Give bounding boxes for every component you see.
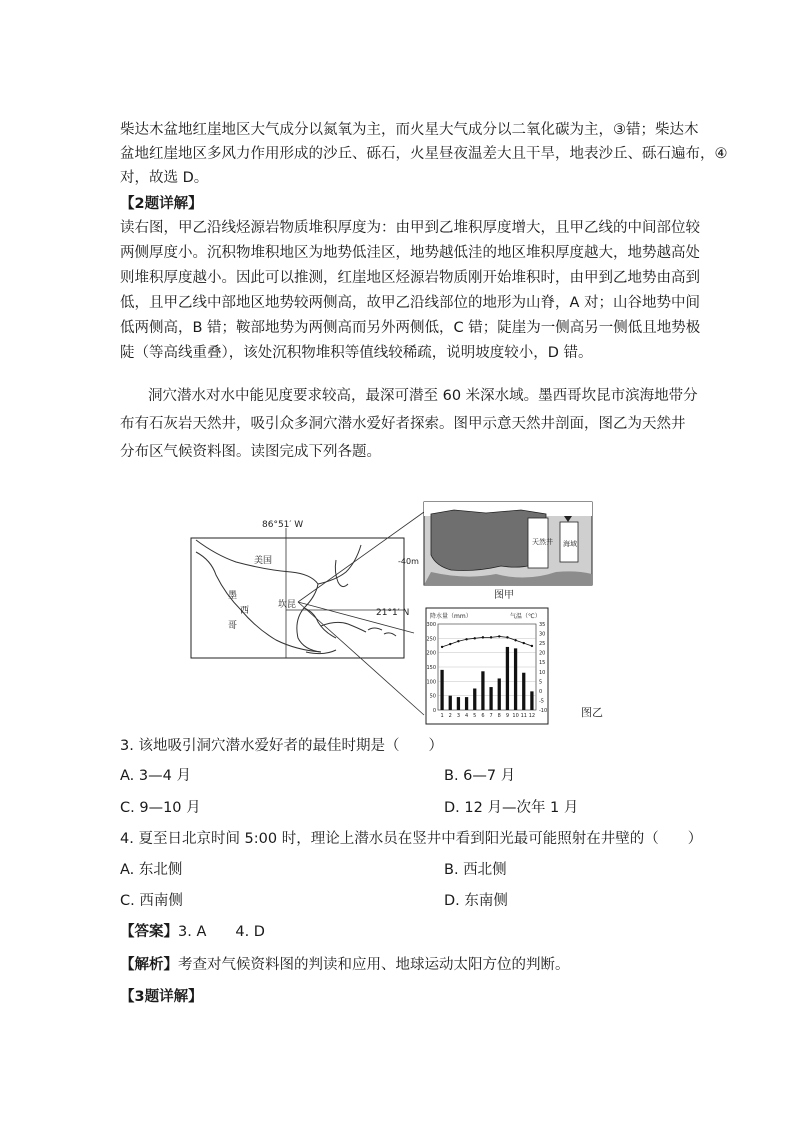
month-tick-label: 4: [464, 713, 469, 719]
answer-text: 3. A 4. D: [178, 924, 265, 940]
well-label: 天然井: [532, 538, 553, 546]
answer-label: 【答案】: [120, 924, 178, 940]
precip-tick-label: 0: [432, 708, 436, 714]
precip-bar: [522, 673, 525, 710]
precip-bar: [465, 697, 468, 710]
paragraph-1-line-3: 对，故选 D。: [120, 170, 209, 186]
temperature-point: [457, 640, 459, 642]
temperature-point: [506, 636, 508, 638]
question-4-option-b: B. 西北侧: [444, 862, 507, 878]
heading-q2-detail: 【2题详解】: [120, 196, 203, 212]
map-label-usa: 美国: [254, 556, 273, 566]
intro-line-2: 布有石灰岩天然井，吸引众多洞穴潜水爱好者探索。图甲示意天然井剖面，图乙为天然井: [120, 416, 686, 432]
map-label-mexico-3: 哥: [228, 621, 238, 631]
intro-line-1: 洞穴潜水对水中能见度要求较高，最深可潜至 60 米深水域。墨西哥坎昆市滨海地带分: [148, 388, 698, 404]
paragraph-2-line-1: 读右图，甲乙沿线烃源岩物质堆积厚度为：由甲到乙堆积厚度增大，且甲乙线的中间部位较: [120, 220, 700, 236]
month-tick-label: 7: [489, 713, 493, 719]
question-3-option-b: B. 6—7 月: [444, 768, 516, 784]
month-tick-label: 8: [497, 713, 501, 719]
precip-bar: [473, 689, 476, 711]
sea-label: 海域: [563, 540, 577, 548]
precip-tick-label: 250: [426, 636, 436, 643]
temp-axis-title: 气温（℃）: [510, 613, 541, 620]
map-panel: [191, 520, 409, 658]
map-label-mexico-1: 墨: [228, 591, 238, 601]
paragraph-1-line-2: 盆地红崖地区多风力作用形成的沙丘、砾石，火星昼夜温差大且干旱，地表沙丘、砾石遍布，④: [120, 146, 728, 162]
intro-line-3: 分布区气候资料图。读图完成下列各题。: [120, 444, 381, 460]
month-tick-label: 2: [448, 713, 452, 719]
question-4-option-c: C. 西南侧: [120, 893, 183, 909]
month-tick-label: 5: [473, 713, 477, 719]
analysis-text: 考查对气候资料图的判读和应用、地球运动太阳方位的判断。: [178, 957, 570, 973]
precip-bar: [457, 697, 460, 710]
precip-tick-label: 150: [426, 665, 436, 671]
temperature-point: [523, 642, 525, 644]
paragraph-2-line-3: 则堆积厚度越小。因此可以推测，红崖地区烃源岩物质刚开始堆积时，由甲到乙地势由高到: [120, 270, 700, 286]
temperature-point: [498, 635, 500, 637]
temperature-point: [490, 636, 492, 638]
figure-jia-cross-section: [398, 502, 592, 601]
precip-bar: [514, 648, 517, 710]
paragraph-2-line-4: 低，且甲乙线中部地区地势较两侧高，故甲乙沿线部位的地形为山脊，A 对；山谷地势中间: [120, 295, 701, 311]
latitude-label: 21°1′ N: [376, 608, 410, 618]
temperature-point: [465, 638, 467, 640]
temp-tick-label: 25: [539, 641, 546, 648]
month-tick-label: 11: [520, 713, 527, 719]
precip-tick-label: 100: [426, 679, 436, 686]
temp-tick-label: 5: [539, 679, 543, 686]
temp-tick-label: -5: [539, 698, 544, 705]
month-tick-label: 10: [512, 713, 519, 719]
precip-tick-label: 300: [426, 622, 436, 628]
temperature-point: [482, 636, 484, 638]
question-4-option-a: A. 东北侧: [120, 862, 183, 878]
temp-tick-label: -10: [539, 708, 548, 714]
temp-tick-label: 10: [539, 669, 546, 676]
temperature-point: [531, 645, 533, 647]
precip-bar: [530, 691, 533, 710]
precip-bar: [489, 687, 492, 710]
figure-jia-caption: 图甲: [494, 590, 514, 601]
question-3-option-c: C. 9—10 月: [120, 800, 201, 816]
paragraph-1-line-1: 柴达木盆地红崖地区大气成分以氮氧为主，而火星大气成分以二氧化碳为主，③错；柴达木: [120, 122, 699, 138]
month-tick-label: 9: [505, 713, 510, 719]
question-4-stem: 4. 夏至日北京时间 5:00 时，理论上潜水员在竖井中看到阳光最可能照射在井壁的（ ）: [120, 831, 703, 847]
longitude-label: 86°51′ W: [262, 520, 304, 530]
map-label-mexico-2: 西: [240, 606, 250, 616]
temperature-point: [474, 637, 476, 639]
figure-yi-climate-chart: [426, 608, 548, 724]
precip-tick-label: 200: [426, 650, 436, 657]
month-tick-label: 12: [528, 713, 536, 719]
month-tick-label: 3: [456, 713, 461, 719]
answer-line: [120, 922, 265, 942]
heading-q3-detail: 【3题详解】: [120, 989, 203, 1005]
precip-tick-label: 50: [429, 693, 436, 700]
temp-tick-label: 15: [539, 660, 546, 667]
depth-label: -40m: [398, 557, 419, 566]
month-tick-label: 6: [481, 713, 485, 719]
precip-bar: [498, 678, 501, 710]
month-tick-label: 1: [440, 713, 444, 719]
paragraph-2-line-5: 低两侧高，B 错；鞍部地势为两侧高而另外两侧低，C 错；陡崖为一侧高另一侧低且地势极: [120, 320, 701, 336]
precip-axis-title: 降水量（mm）: [430, 613, 472, 620]
precip-bar: [506, 647, 509, 710]
question-4-option-d: D. 东南侧: [444, 893, 508, 909]
temperature-point: [449, 643, 451, 645]
analysis-line: [120, 955, 570, 975]
precip-bar: [481, 671, 484, 710]
question-3-option-d: D. 12 月—次年 1 月: [444, 800, 579, 816]
temp-tick-label: 30: [539, 631, 546, 638]
precip-bar: [449, 696, 452, 710]
temperature-point: [514, 639, 516, 641]
temp-tick-label: 35: [539, 622, 546, 628]
question-3-stem: 3. 该地吸引洞穴潜水爱好者的最佳时期是（ ）: [120, 738, 443, 754]
analysis-label: 【解析】: [120, 957, 178, 973]
figure-yi-caption: 图乙: [581, 706, 603, 719]
paragraph-2-line-2: 两侧厚度小。沉积物堆积地区为地势低洼区，地势越低洼的地区堆积厚度越大，地势越高处: [120, 245, 700, 261]
precip-bar: [440, 670, 443, 710]
figure-group: [186, 500, 626, 730]
paragraph-2-line-6: 陡（等高线重叠），该处沉积物堆积等值线较稀疏，说明坡度较小，D 错。: [120, 345, 593, 361]
temp-tick-label: 0: [539, 688, 543, 695]
temp-tick-label: 20: [539, 650, 546, 657]
question-3-option-a: A. 3—4 月: [120, 768, 191, 784]
temperature-point: [441, 646, 443, 648]
map-label-cancun: 坎昆: [278, 600, 297, 610]
